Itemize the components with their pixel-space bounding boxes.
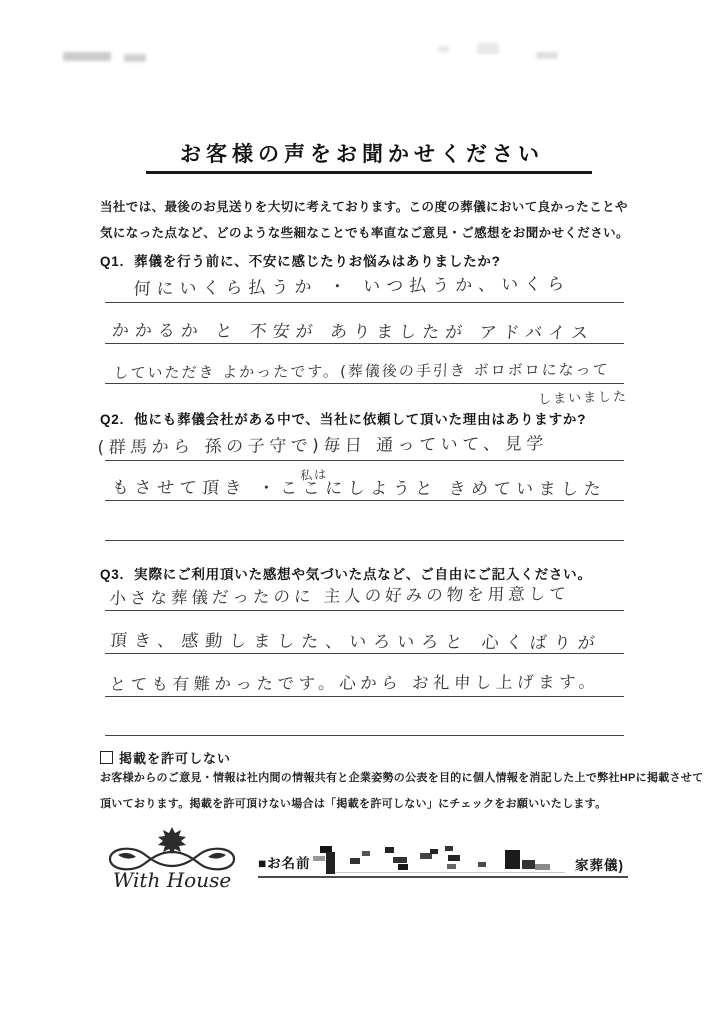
- handwritten-answer-note: しまいました: [537, 389, 629, 408]
- handwritten-answer: かかるか と 不安が ありましたが アドバイス: [111, 321, 595, 344]
- intro-text: [100, 197, 630, 249]
- publish-deny-checkbox: [100, 751, 113, 764]
- intro-line-1: 当社では、最後のお見送りを大切に考えております。この度の葬儀において良かったことや: [100, 200, 628, 214]
- mosaic-block: [350, 858, 360, 864]
- mosaic-block: [478, 862, 486, 867]
- form-title: お客様の声をお聞かせください: [180, 142, 544, 166]
- question-1-text: 葬儀を行う前に、不安に感じたりお悩みはありましたか?: [134, 254, 501, 269]
- mosaic-block: [393, 857, 407, 863]
- mosaic-block: [398, 864, 408, 870]
- question-3-label: Q3.: [100, 567, 125, 582]
- mosaic-block: [445, 846, 453, 851]
- mosaic-block: [326, 852, 335, 874]
- answer-rule: [105, 615, 624, 654]
- answer-rule: [105, 502, 624, 541]
- scan-artifact: [438, 46, 449, 52]
- answer-rule: [105, 345, 624, 384]
- handwritten-answer: とても有難かったです。心から お礼申し上げます。: [109, 672, 601, 694]
- scan-artifact: [477, 43, 499, 54]
- mosaic-block: [448, 855, 460, 861]
- question-3-text: 実際にご利用頂いた感想や気づいた点など、ご自由にご記入ください。: [134, 567, 592, 582]
- question-block-2: [97, 408, 624, 558]
- scan-artifact: [63, 52, 111, 61]
- handwritten-answer: (群馬から 孫の子守で)毎日 通っていて、見学: [97, 434, 549, 459]
- name-field-label: ■お名前: [258, 856, 311, 871]
- consent-note: [100, 769, 704, 821]
- intro-line-2: 気になった点など、どのような些細なことでも率直なご意見・ご感想をお聞かせください。: [100, 226, 629, 240]
- scan-artifact: [124, 54, 146, 62]
- mosaic-block: [385, 847, 394, 853]
- mosaic-block: [522, 860, 535, 869]
- flower-icon: [158, 827, 186, 854]
- answer-rule: [105, 305, 624, 344]
- title-underline: [146, 171, 592, 174]
- answer-rule: [105, 462, 624, 501]
- with-house-logo: [90, 824, 254, 894]
- handwritten-answer: 何にいくら払うか ・ いつ払うか、いくら: [133, 274, 571, 300]
- answer-rule: [105, 658, 624, 697]
- question-2-text: 他にも葬儀会社がある中で、当社に依頼して頂いた理由はありますか?: [134, 412, 587, 427]
- mosaic-block: [430, 849, 438, 854]
- name-redaction-mosaic: [310, 840, 565, 878]
- consent-row: [100, 748, 231, 767]
- answer-rule: [105, 697, 624, 736]
- mosaic-block: [505, 850, 520, 869]
- answer-rule: [105, 264, 624, 303]
- handwritten-insertion: 私は: [299, 467, 329, 483]
- infinity-icon: [110, 849, 234, 870]
- mosaic-block: [362, 851, 370, 856]
- answer-rule: [105, 572, 624, 611]
- mosaic-block: [447, 864, 456, 869]
- publish-deny-label: 掲載を許可しない: [119, 751, 232, 766]
- consent-note-line-1: お客様からのご意見・情報は社内間の情報共有と企業姿勢の公表を目的に個人情報を消記した上で弊社HPに掲載させて: [100, 772, 704, 784]
- handwritten-answer: 頂き、感動しました、いろいろと 心くばりが: [109, 631, 603, 654]
- mosaic-block: [313, 856, 325, 861]
- logo-wordmark: With House: [112, 868, 232, 892]
- consent-note-line-2: 頂いております。掲載を許可頂けない場合は「掲載を許可しない」にチェックをお願いいたします。: [100, 798, 607, 810]
- name-suffix: 家葬儀): [575, 858, 624, 873]
- answer-rule: [97, 422, 624, 461]
- mosaic-block: [535, 864, 550, 870]
- question-2-label: Q2.: [100, 412, 125, 427]
- scan-artifact: [536, 52, 558, 59]
- handwritten-answer: もさせて頂き ・ここにしようと きめていました: [111, 478, 607, 501]
- handwritten-answer: していただき よかったです。(葬儀後の手引き ボロボロになって: [113, 359, 611, 382]
- handwritten-answer: 小さな葬儀だったのに 主人の好みの物を用意して: [109, 583, 571, 608]
- question-block-1: [100, 250, 629, 410]
- question-block-3: [100, 563, 624, 748]
- question-1-label: Q1.: [100, 254, 125, 269]
